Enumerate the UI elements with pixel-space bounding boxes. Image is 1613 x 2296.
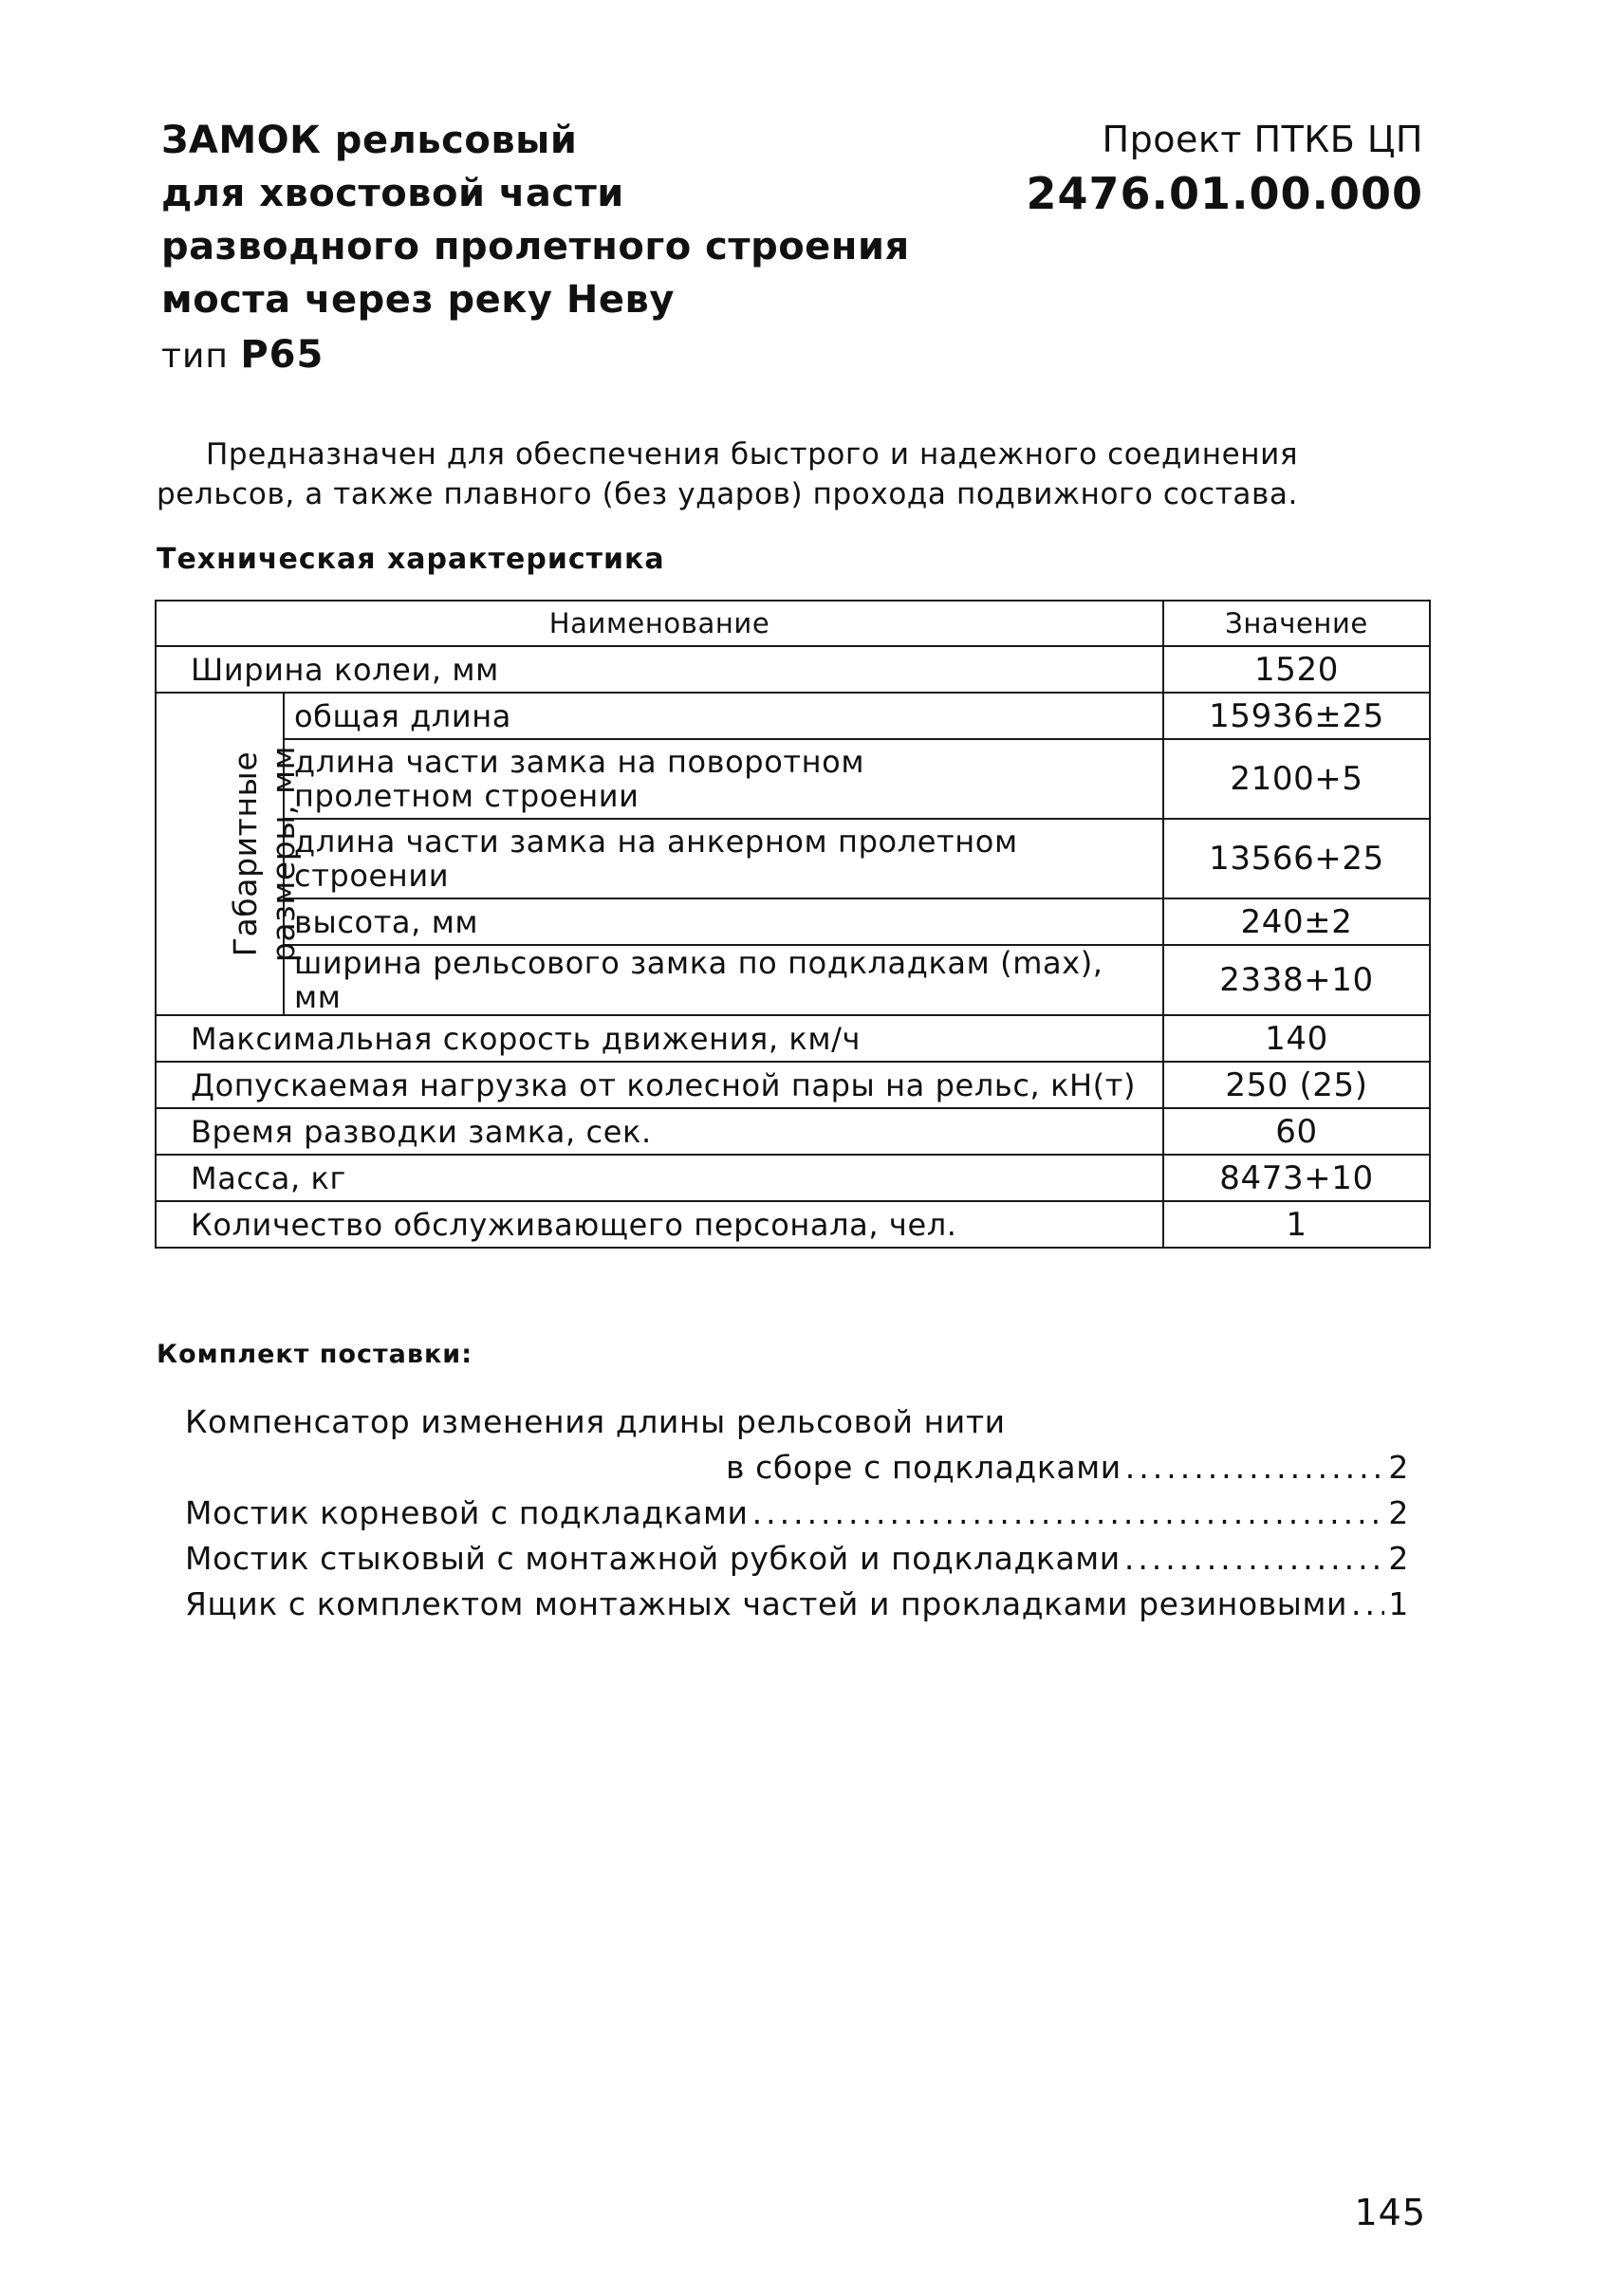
row-name: ширина рельсового замка по подкладкам (max), мм (284, 945, 1163, 1015)
supply-item-count: 2 (1388, 1494, 1409, 1531)
specs-table (155, 600, 1431, 1249)
row-name-line: длина части замка на поворотном (294, 744, 865, 780)
title-line: разводного пролетного строения (161, 225, 910, 268)
project-number: 2476.01.00.000 (1026, 168, 1423, 219)
table-row (156, 1108, 1430, 1155)
table-row (156, 1015, 1430, 1062)
table-header-row (156, 601, 1430, 646)
type-label: тип (161, 337, 229, 376)
row-value: 140 (1163, 1015, 1430, 1062)
document-title (161, 114, 910, 326)
supply-heading: Комплект поставки: (157, 1340, 473, 1369)
supply-item-count: 1 (1388, 1585, 1409, 1622)
title-line: для хвостовой части (161, 172, 624, 215)
row-value: 2100+5 (1163, 739, 1430, 819)
row-name: общая длина (284, 693, 1163, 739)
table-row (156, 898, 1430, 945)
dot-leader (1125, 1445, 1385, 1491)
dot-leader (1351, 1582, 1384, 1627)
row-name-line: строении (294, 858, 450, 894)
title-line: ЗАМОК рельсовый (161, 119, 578, 162)
type-value: Р65 (240, 333, 324, 377)
supply-item-text: Мостик корневой с подкладками (185, 1494, 749, 1531)
description-paragraph: Предназначен для обеспечения быстрого и надежного соединения рельсов, а также плавного (без ударов) прохода подвижного состава. (157, 437, 1299, 511)
group-label-line: Габаритные (227, 750, 265, 957)
table-row (156, 819, 1430, 898)
group-label-cell (156, 693, 303, 1015)
supply-list (185, 1399, 1409, 1627)
list-item (185, 1491, 1409, 1536)
project-block (1027, 114, 1424, 222)
row-value: 8473+10 (1163, 1155, 1430, 1201)
list-item (185, 1536, 1409, 1582)
row-value: 1 (1163, 1201, 1430, 1248)
row-name (284, 819, 1163, 898)
row-name-line: длина части замка на анкерном пролетном (294, 824, 1018, 860)
row-name: высота, мм (284, 898, 1163, 945)
specs-heading: Техническая характеристика (157, 543, 665, 576)
supply-item-text: Ящик с комплектом монтажных частей и прокладками резиновыми (185, 1585, 1347, 1622)
row-value: 240±2 (1163, 898, 1430, 945)
group-label (227, 746, 303, 962)
supply-item-count: 2 (1388, 1540, 1409, 1577)
row-name: Количество обслуживающего персонала, чел. (156, 1201, 1163, 1248)
list-item (185, 1582, 1409, 1627)
supply-item-text: в сборе с подкладками (726, 1449, 1122, 1486)
supply-item-line: Компенсатор изменения длины рельсовой нити (185, 1403, 1006, 1440)
supply-item-count: 2 (1388, 1449, 1409, 1486)
title-line: моста через реку Неву (161, 278, 675, 322)
row-name: Время разводки замка, сек. (156, 1108, 1163, 1155)
row-value: 2338+10 (1163, 945, 1430, 1015)
type-line (161, 332, 324, 380)
row-value: 60 (1163, 1108, 1430, 1155)
page-number: 145 (1354, 2192, 1426, 2233)
table-row (156, 1201, 1430, 1248)
group-label-line: размеры, мм (265, 745, 303, 963)
dot-leader (1124, 1536, 1385, 1582)
table-row (156, 945, 1430, 1015)
table-row (156, 739, 1430, 819)
row-value: 250 (25) (1163, 1062, 1430, 1108)
table-row (156, 646, 1430, 693)
row-name: Максимальная скорость движения, км/ч (156, 1015, 1163, 1062)
column-header-name: Наименование (156, 601, 1163, 646)
row-name (284, 739, 1163, 819)
row-name: Ширина колеи, мм (156, 646, 1163, 693)
row-value: 15936±25 (1163, 693, 1430, 739)
table-row (156, 1155, 1430, 1201)
supply-item-text: Мостик стыковый с монтажной рубкой и подкладками (185, 1540, 1121, 1577)
list-item (185, 1445, 1409, 1491)
column-header-value: Значение (1163, 601, 1430, 646)
table-row (156, 1062, 1430, 1108)
table-row (156, 693, 1430, 739)
dot-leader (752, 1491, 1385, 1536)
project-label: Проект ПТКБ ЦП (1102, 119, 1423, 160)
row-value: 1520 (1163, 646, 1430, 693)
row-name: Допускаемая нагрузка от колесной пары на рельс, кН(т) (156, 1062, 1163, 1108)
row-name-line: пролетном строении (294, 778, 640, 814)
row-name: Масса, кг (156, 1155, 1163, 1201)
row-value: 13566+25 (1163, 819, 1430, 898)
